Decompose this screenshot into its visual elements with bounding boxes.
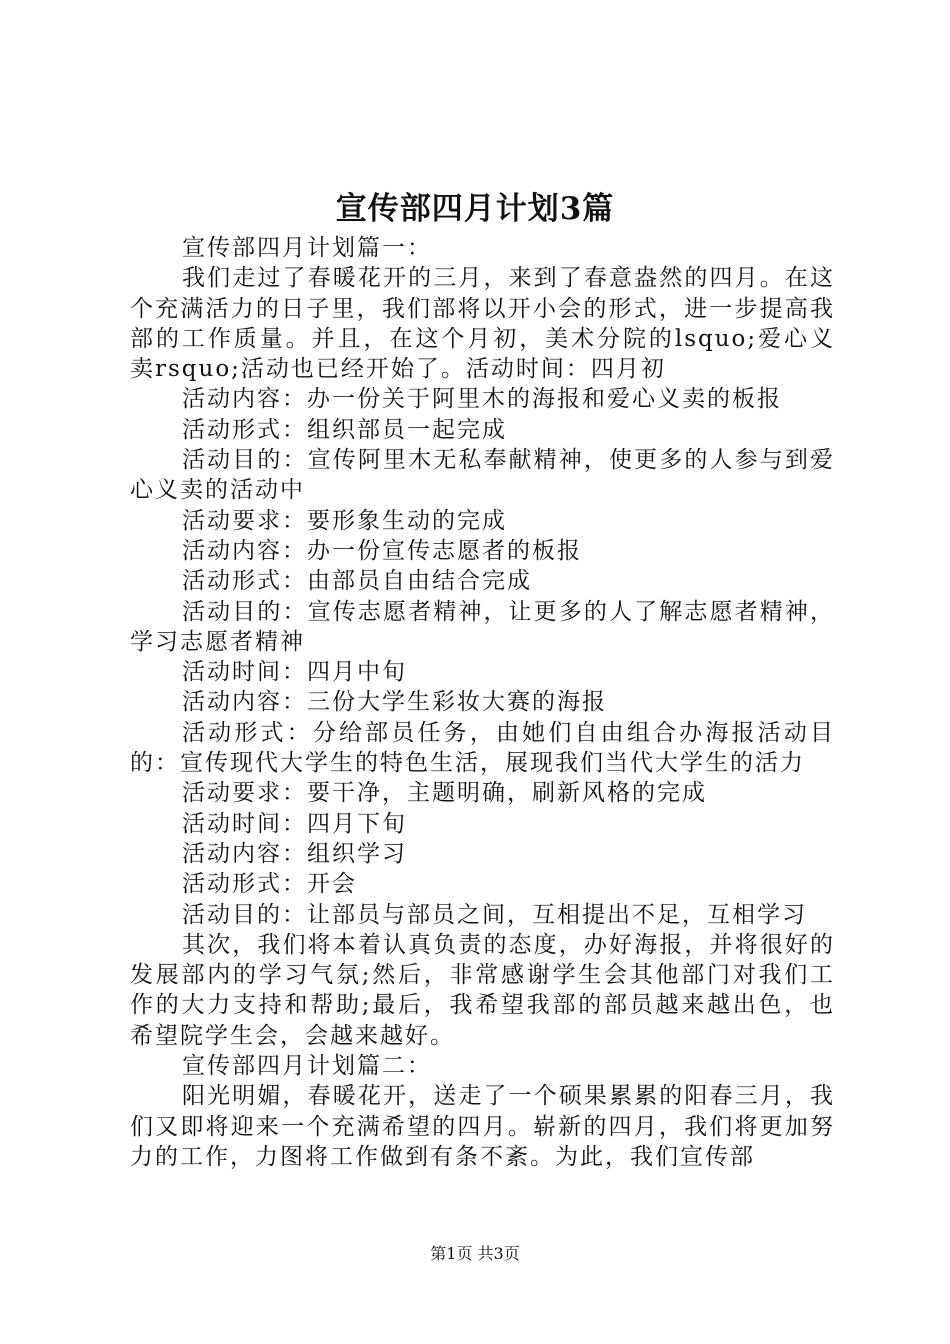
paragraph: 活动形式：分给部员任务，由她们自由组合办海报活动目的：宣传现代大学生的特色生活，展现我们当代大学生的活力 (130, 719, 835, 777)
paragraph: 活动内容：三份大学生彩妆大赛的海报 (182, 689, 607, 716)
paragraph: 活动内容：办一份关于阿里木的海报和爱心义卖的板报 (182, 386, 782, 413)
paragraph: 活动目的：让部员与部员之间，互相提出不足，互相学习 (182, 901, 807, 928)
document-title: 宣传部四月计划3篇 (335, 191, 615, 227)
paragraph: 活动形式：组织部员一起完成 (182, 416, 507, 443)
paragraph: 阳光明媚，春暖花开，送走了一个硕果累累的阳春三月，我们又即将迎来一个充满希望的四月。崭新的四月，我们将更加努力的工作，力图将工作做到有条不紊。为此，我们宣传部 (130, 1083, 835, 1170)
paragraph: 宣传部四月计划篇二： (182, 1053, 432, 1080)
paragraph: 活动目的：宣传志愿者精神，让更多的人了解志愿者精神，学习志愿者精神 (130, 598, 835, 655)
paragraph: 其次，我们将本着认真负责的态度，办好海报，并将很好的发展部内的学习气氛;然后，非常感谢学生会其他部门对我们工作的大力支持和帮助;最后，我希望我部的部员越来越出色，也希望院学生会，会越来越好。 (130, 931, 835, 1049)
paragraph: 活动内容：办一份宣传志愿者的板报 (182, 537, 582, 564)
page-number-footer: 第1页 共3页 (430, 1244, 520, 1263)
paragraph: 活动要求：要形象生动的完成 (182, 507, 507, 534)
paragraph: 活动形式：由部员自由结合完成 (182, 568, 532, 595)
paragraph: 活动内容：组织学习 (182, 840, 407, 867)
paragraph: 活动时间：四月下旬 (182, 810, 407, 837)
paragraph: 活动时间：四月中旬 (182, 659, 407, 686)
document-body (130, 233, 835, 1172)
paragraph: 活动形式：开会 (182, 871, 357, 898)
paragraph: 活动目的：宣传阿里木无私奉献精神，使更多的人参与到爱心义卖的活动中 (130, 447, 835, 504)
paragraph: 活动要求：要干净，主题明确，刷新风格的完成 (182, 780, 707, 807)
paragraph: 我们走过了春暖花开的三月，来到了春意盎然的四月。在这个充满活力的日子里，我们部将以开小会的形式，进一步提高我部的工作质量。并且，在这个月初，美术分院的lsquo;爱心义卖rsquo;活动也已经开始了。活动时间：四月初 (130, 265, 835, 383)
paragraph: 宣传部四月计划篇一： (182, 235, 432, 261)
